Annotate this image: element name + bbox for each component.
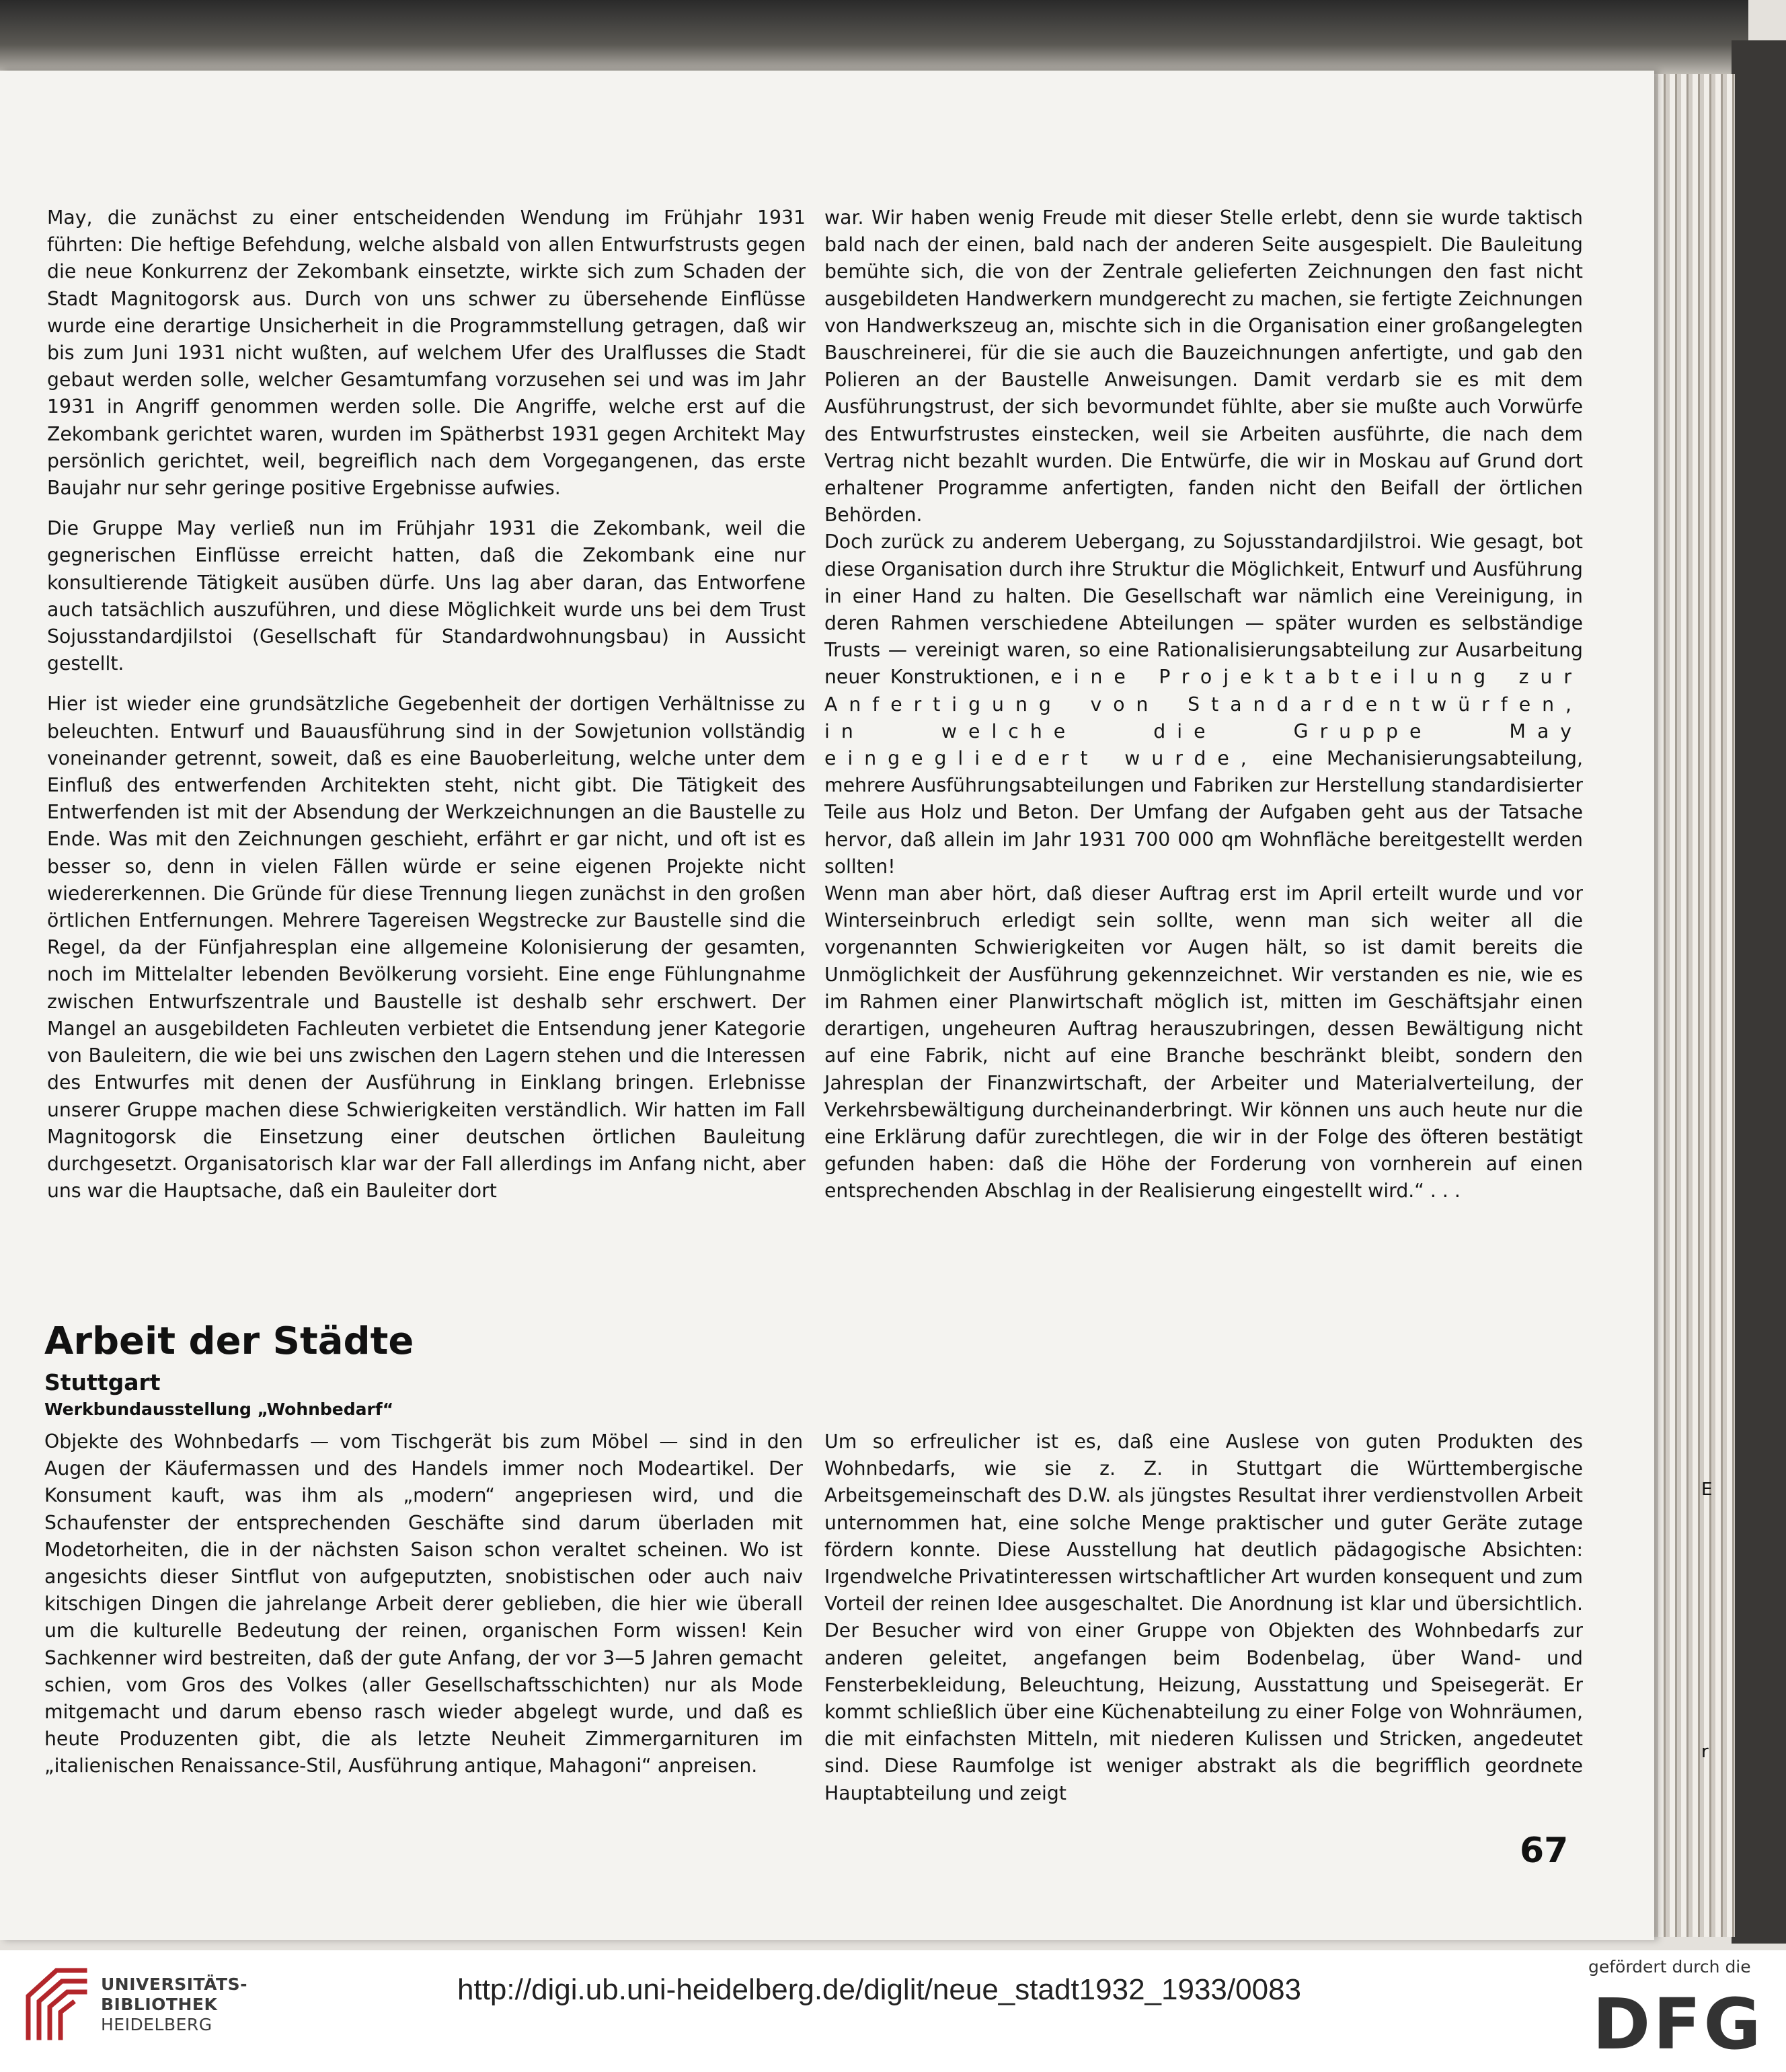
paragraph [824,529,1583,880]
paragraph: Objekte des Wohnbedarfs — vom Tischgerät bis zum Möbel — sind in den Augen der Käufermassen und des Handels immer noch Modeartikel. Der Konsument kauft, was ihm als „modern“ angepriesen wird, und die Schaufenster der entsprechenden Geschäfte sind darum überladen mit Modetorheiten, die in der nächsten Saison schon veraltet scheinen. Wo ist angesichts dieser Sintflut von aufgeputzten, snobistischen oder auch naiv kitschigen Dingen die jahrelange Arbeit derer geblieben, die hier wie überall um die kulturelle Bedeutung der reinen, organischen Form wissen! Kein Sachkenner wird bestreiten, daß der gute Anfang, der vor 3—5 Jahren gemacht schien, vom Gros des Volkes (aller Gesellschaftsschichten) nur als Mode mitgemacht und darum ebenso rasch wieder abgelegt wurde, und daß es heute Produzenten gibt, die als letzte Neuheit Zimmergarnituren im „italienischen Renaissance-Stil, Ausführung antique, Mahagoni“ anpreisen. [44,1430,803,1777]
left-column-bottom [44,1428,803,1780]
paragraph: Hier ist wieder eine grundsätzliche Gegebenheit der dortigen Verhältnisse zu beleuchten. Entwurf und Bauausführung sind in der Sowjetunion vollständig voneinander getrennt, soweit, daß es eine Bauoberleitung, welche unter dem Einfluß des entwerfenden Architekten steht, nicht gibt. Die Tätigkeit des Entwerfenden ist mit der Absendung der Werkzeichnungen an die Baustelle zu Ende. Was mit den Zeichnungen geschieht, erfährt er gar nicht, und oft ist es besser so, denn in vielen Fällen würde er seine eigenen Projekte nicht wiedererkennen. Die Gründe für diese Trennung liegen zunächst in den großen örtlichen Entfernungen. Mehrere Tagereisen Wegstrecke zur Baustelle sind die Regel, da der Fünfjahresplan eine allgemeine Kolonisierung der gesamten, noch im Mittelalter lebenden Bevölkerung vorsieht. Eine enge Fühlungnahme zwischen Entwurfszentrale und Baustelle ist deshalb sehr erschwert. Der Mangel an ausgebildeten Fachleuten verbietet die Entsendung jener Kategorie von Bauleitern, die wie bei uns zwischen den Lagern stehen und die Interessen des Entwurfes mit denen der Ausführung in Einklang bringen. Erlebnisse unserer Gruppe machen diese Schwierigkeiten verständlich. Wir hatten im Fall Magnitogorsk die Einsetzung einer deutschen örtlichen Bauleitung durchgesetzt. Organisatorisch klar war der Fall allerdings im Anfang nicht, aber uns war die Hauptsache, daß ein Bauleiter dort [47,693,806,1202]
page-number: 67 [1520,1831,1569,1871]
spine-marks [1701,1480,1721,1775]
right-column-bottom [824,1428,1583,1807]
city-heading: Stuttgart [44,1369,161,1395]
subsection-heading: Werkbundausstellung „Wohnbedarf“ [44,1399,394,1419]
paragraph: Die Gruppe May verließ nun im Frühjahr 1931 die Zekombank, weil die gegnerischen Einflüsse erreicht hatten, daß die Zekombank eine nur konsultierende Tätigkeit ausüben dürfe. Uns lag aber daran, das Entworfene auch tatsächlich auszuführen, und diese Möglichkeit wurde uns bei dem Trust Sojusstandardjilstoi (Gesellschaft für Standardwohnungsbau) in Aussicht gestellt. [47,517,806,675]
library-name-line: BIBLIOTHEK [101,1995,218,2014]
spine-mark: r [1701,1742,1709,1762]
paragraph: Wenn man aber hört, daß dieser Auftrag erst im April erteilt wurde und vor Winterseinbruch erledigt sein sollte, wenn man sich weiter all die vorgenannten Schwierigkeiten vor Augen hält, so ist damit bereits die Unmöglichkeit der Ausführung gekennzeichnet. Wir verstanden es nie, wie es im Rahmen einer Planwirtschaft möglich ist, mitten im Geschäftsjahr einen derartigen, ungeheuren Auftrag herauszubringen, dessen Bewältigung nicht auf eine Fabrik, nicht auf eine Branche beschränkt bleibt, sondern den Jahresplan der Finanzwirtschaft, der Arbeiter und Materialverteilung, der Verkehrsbewältigung durcheinanderbringt. Wir können uns auch heute nur die eine Erklärung dafür zurechtlegen, die wir in der Folge des öfteren bestätigt gefunden haben: daß die Höhe der Forderung von vornherein auf einen entsprechenden Abschlag in der Realisierung eingestellt wird.“ . . . [824,882,1583,1202]
paragraph-text: eine Mechanisierungsabteilung, mehrere Ausführungsabteilungen und Fabriken zur Herstellung standardisierter Teile aus Holz und Beton. Der Umfang der Aufgaben geht aus der Tatsache hervor, daß allein im Jahr 1931 700 000 qm Wohnfläche bereitgestellt werden sollten! [824,747,1583,878]
paragraph: Um so erfreulicher ist es, daß eine Auslese von guten Produkten des Wohnbedarfs, wie sie z. Z. in Stuttgart die Württembergische Arbeitsgemeinschaft des D.W. als jüngstes Resultat ihrer verdienstvollen Arbeit unternommen hat, eine solche Menge praktischer und guter Geräte zutage fördern konnte. Diese Ausstellung hat deutlich pädagogische Absichten: Irgendwelche Privatinteressen wirtschaftlicher Art wurden konsequent und zum Vorteil der reinen Idee ausgeschaltet. Die Anordnung ist klar und übersichtlich. Der Besucher wird von einer Gruppe von Objekten des Wohnbedarfs zur anderen geleitet, angefangen beim Bodenbelag, über Wand- und Fensterbekleidung, Beleuchtung, Heizung, Ausstattung und Speisegerät. Er kommt schließlich über eine Küchenabteilung zu einer Folge von Wohnräumen, die mit einfachsten Mitteln, mit niederen Kulissen und Stricken, angedeutet sind. Diese Raumfolge ist weniger abstrakt als die begrifflich geordnete Hauptabteilung und zeigt [824,1430,1583,1804]
paragraph-text: Doch zurück zu anderem Uebergang, zu Sojusstandardjilstroi. Wie gesagt, bot diese Organisation durch ihre Struktur die Möglichkeit, Entwurf und Ausführung in einer Hand zu halten. Die Gesellschaft war nämlich eine Vereinigung, in deren Rahmen verschiedene Abteilungen — später wurden es selbständige Trusts — vereinigt waren, so eine Rationalisierungsabteilung zur Ausarbeitung neuer Konstruktionen, [824,531,1583,689]
page-stack-edge [1654,74,1735,1937]
dfg-logo: DFG [1592,1983,1764,2065]
library-name-line: UNIVERSITÄTS- [101,1974,247,1994]
footer-bar [0,1950,1786,2072]
book-spine [1732,40,1786,1944]
permalink-url[interactable]: http://digi.ub.uni-heidelberg.de/diglit/neue_stadt1932_1933/0083 [457,1973,1302,2006]
left-column-top [47,204,806,1204]
library-name-line: HEIDELBERG [101,2015,212,2034]
dfg-caption: gefördert durch die [1588,1957,1751,1977]
library-name [101,1974,247,2035]
right-column-top [824,204,1583,1205]
paragraph: May, die zunächst zu einer entscheidenden Wendung im Frühjahr 1931 führten: Die heftige Befehdung, welche alsbald von allen Entwurfstrusts gegen die neue Konkurrenz der Zekombank einsetzte, wirkte sich zum Schaden der Stadt Magnitogorsk aus. Durch von uns schwer zu übersehende Einflüsse wurde eine derartige Unsicherheit in die Programmstellung getragen, daß wir bis zum Juni 1931 nicht wußten, auf welchem Ufer des Uralflusses die Stadt gebaut werden solle, welcher Gesamtumfang vorzusehen sei und was im Jahr 1931 in Angriff genommen werden solle. Die Angriffe, welche erst auf die Zekombank gerichtet waren, wurden im Spätherbst 1931 gegen Architekt May persönlich gerichtet, weil, begreiflich nach dem Vorgegangenen, das erste Baujahr nur sehr geringe positive Ergebnisse aufwies. [47,206,806,500]
paragraph: war. Wir haben wenig Freude mit dieser Stelle erlebt, denn sie wurde taktisch bald nach der einen, bald nach der anderen Seite ausgespielt. Die Bauleitung bemühte sich, die von der Zentrale gelieferten Zeichnungen den fast nicht ausgebildeten Handwerkern mundgerecht zu machen, sie fertigte Zeichnungen von Handwerkszeug an, mischte sich in die Organisation einer großangelegten Bauschreinerei, für die sie auch die Bauzeichnungen anfertigte, und gab den Polieren an der Baustelle Anweisungen. Damit verdarb sie es mit dem Ausführungstrust, der sich bevormundet fühlte, aber sie mußte auch Vorwürfe des Entwurfstrustes einstecken, weil sie Arbeiten ausführte, die nach dem Vertrag nicht bezahlt wurden. Die Entwürfe, die wir in Moskau auf Grund dort erhaltener Programme anfertigten, fanden nicht den Beifall der örtlichen Behörden. [824,206,1583,527]
section-heading: Arbeit der Städte [44,1319,414,1363]
emphasized-text: eine Projektabteilung zur Anfertigung von Standardentwürfen, in welche die Gruppe May eingegliedert wurde, [824,666,1584,770]
ub-heidelberg-logo-icon [16,1964,100,2048]
spine-mark: E [1701,1480,1713,1500]
book-top-edge [0,0,1748,74]
